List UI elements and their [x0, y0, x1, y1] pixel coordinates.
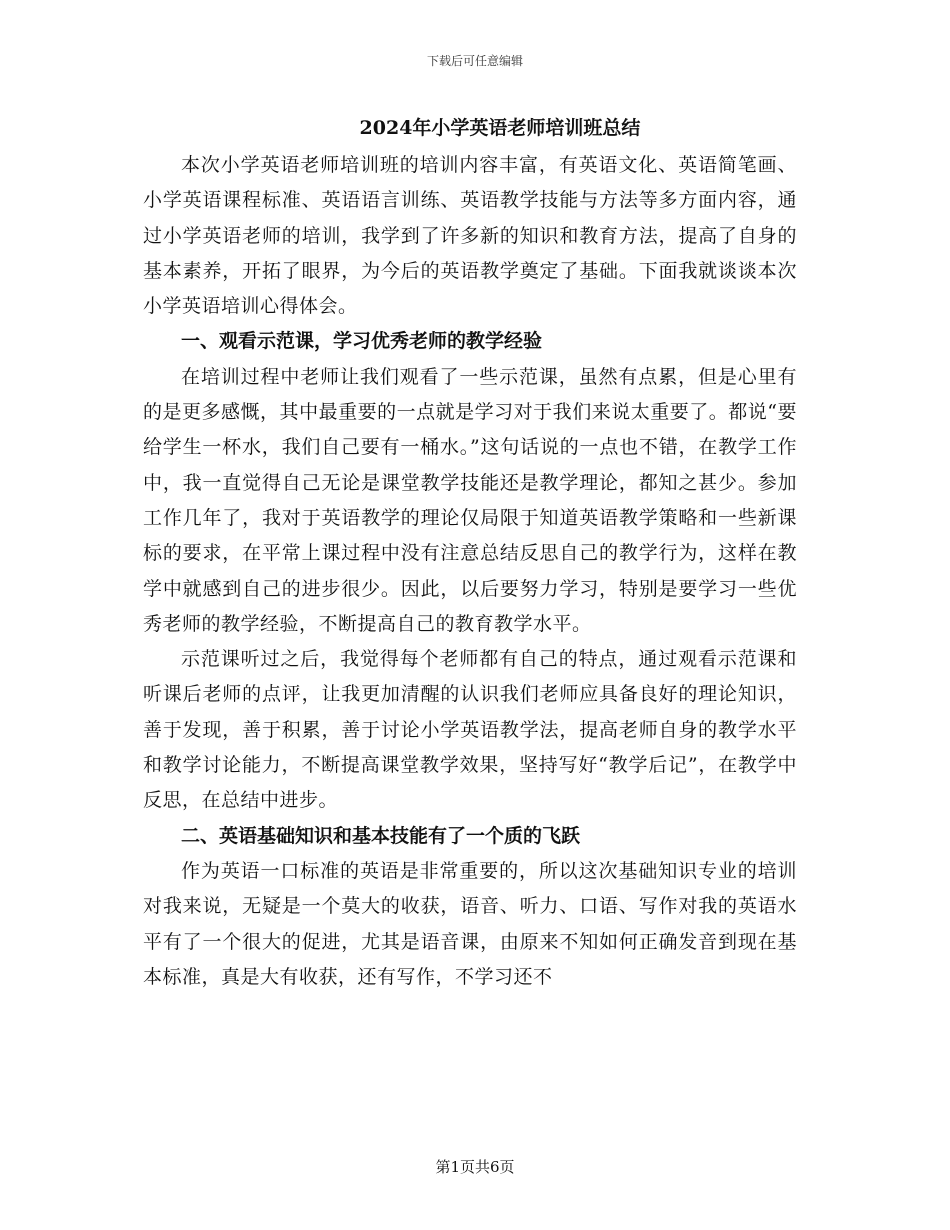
page-number: 第1页共6页	[435, 1158, 515, 1176]
section-1-paragraph-2: 示范课听过之后，我觉得每个老师都有自己的特点，通过观看示范课和听课后老师的点评，让我更加清醒的认识我们老师应具备良好的理论知识，善于发现，善于积累，善于讨论小学英语教学法，提高老师自身的教学水平和教学讨论能力，不断提高课堂教学效果，坚持写好“教学后记”，在教学中反思，在总结中进步。	[143, 648, 797, 812]
page-header-note: 下载后可任意编辑	[426, 54, 523, 68]
document-body	[143, 108, 797, 995]
section-1-heading: 一、观看示范课，学习优秀老师的教学经验	[181, 330, 543, 353]
document-title: 2024年小学英语老师培训班总结	[359, 117, 641, 139]
section-2-heading: 二、英语基础知识和基本技能有了一个质的飞跃	[181, 824, 581, 847]
section-1-paragraph-1: 在培训过程中老师让我们观看了一些示范课，虽然有点累，但是心里有的是更多感慨，其中最重要的一点就是学习对于我们来说太重要了。都说“要给学生一杯水，我们自己要有一桶水。”这句话说的一点也不错，在教学工作中，我一直觉得自己无论是课堂教学技能还是教学理论，都知之甚少。参加工作几年了，我对于英语教学的理论仅局限于知道英语教学策略和一些新课标的要求，在平常上课过程中没有注意总结反思自己的教学行为，这样在教学中就感到自己的进步很少。因此，以后要努力学习，特别是要学习一些优秀老师的教学经验，不断提高自己的教育教学水平。	[143, 365, 797, 635]
intro-paragraph: 本次小学英语老师培训班的培训内容丰富，有英语文化、英语简笔画、小学英语课程标准、英语语言训练、英语教学技能与方法等多方面内容，通过小学英语老师的培训，我学到了许多新的知识和教育方法，提高了自身的基本素养，开拓了眼界，为今后的英语教学奠定了基础。下面我就谈谈本次小学英语培训心得体会。	[143, 154, 797, 318]
section-2-paragraph-1: 作为英语一口标准的英语是非常重要的，所以这次基础知识专业的培训对我来说，无疑是一个莫大的收获，语音、听力、口语、写作对我的英语水平有了一个很大的促进，尤其是语音课，由原来不知如何正确发音到现在基本标准，真是大有收获，还有写作，不学习还不	[143, 859, 797, 988]
